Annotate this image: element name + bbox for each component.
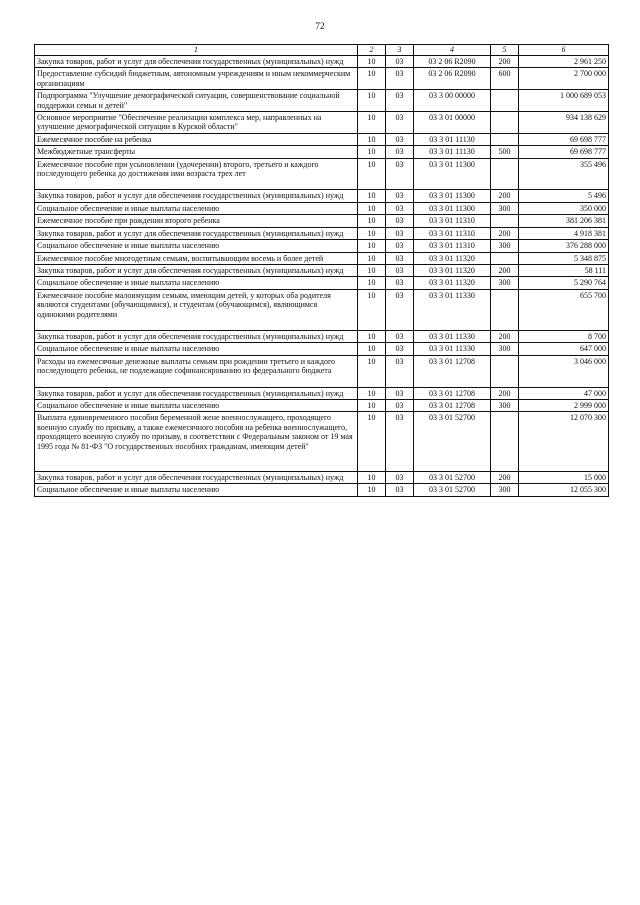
table-body <box>35 56 609 497</box>
section-code-cell: 10 <box>358 472 386 484</box>
table-row <box>35 330 609 342</box>
amount-cell: 5 348 875 <box>519 252 609 264</box>
item-name-cell: Социальное обеспечение и иные выплаты населению <box>35 399 358 411</box>
section-code-cell: 10 <box>358 56 386 68</box>
target-article-cell: 03 3 01 12708 <box>414 399 491 411</box>
expense-type-cell: 300 <box>491 240 519 252</box>
amount-cell: 350 000 <box>519 202 609 214</box>
amount-cell: 3 046 000 <box>519 355 609 387</box>
section-code-cell: 10 <box>358 264 386 276</box>
table-row <box>35 202 609 214</box>
amount-cell: 69 698 777 <box>519 146 609 158</box>
table-row <box>35 90 609 112</box>
expense-type-cell: 500 <box>491 146 519 158</box>
table-row <box>35 289 609 330</box>
header-cell: 5 <box>491 45 519 56</box>
subsection-code-cell: 03 <box>386 277 414 289</box>
amount-cell: 381 206 381 <box>519 215 609 227</box>
target-article-cell: 03 3 01 11320 <box>414 264 491 276</box>
table-row <box>35 158 609 190</box>
target-article-cell: 03 3 00 00000 <box>414 90 491 112</box>
header-cell: 4 <box>414 45 491 56</box>
subsection-code-cell: 03 <box>386 56 414 68</box>
subsection-code-cell: 03 <box>386 240 414 252</box>
amount-cell: 934 138 629 <box>519 112 609 134</box>
subsection-code-cell: 03 <box>386 472 414 484</box>
table-row <box>35 68 609 90</box>
item-name-cell: Социальное обеспечение и иные выплаты населению <box>35 484 358 496</box>
table-row <box>35 343 609 355</box>
item-name-cell: Закупка товаров, работ и услуг для обеспечения государственных (муниципальных) нужд <box>35 227 358 239</box>
table-row <box>35 355 609 387</box>
subsection-code-cell: 03 <box>386 112 414 134</box>
subsection-code-cell: 03 <box>386 355 414 387</box>
expense-type-cell: 300 <box>491 202 519 214</box>
expense-type-cell <box>491 252 519 264</box>
expense-type-cell: 200 <box>491 56 519 68</box>
target-article-cell: 03 3 01 11330 <box>414 289 491 330</box>
header-cell: 6 <box>519 45 609 56</box>
section-code-cell: 10 <box>358 355 386 387</box>
target-article-cell: 03 3 01 11300 <box>414 158 491 190</box>
section-code-cell: 10 <box>358 399 386 411</box>
section-code-cell: 10 <box>358 343 386 355</box>
target-article-cell: 03 3 01 12708 <box>414 387 491 399</box>
subsection-code-cell: 03 <box>386 343 414 355</box>
expense-type-cell <box>491 215 519 227</box>
table-row <box>35 146 609 158</box>
table-row <box>35 277 609 289</box>
item-name-cell: Социальное обеспечение и иные выплаты населению <box>35 343 358 355</box>
item-name-cell: Социальное обеспечение и иные выплаты населению <box>35 202 358 214</box>
item-name-cell: Социальное обеспечение и иные выплаты населению <box>35 277 358 289</box>
item-name-cell: Закупка товаров, работ и услуг для обеспечения государственных (муниципальных) нужд <box>35 330 358 342</box>
target-article-cell: 03 3 01 11310 <box>414 240 491 252</box>
section-code-cell: 10 <box>358 158 386 190</box>
table-row <box>35 264 609 276</box>
item-name-cell: Закупка товаров, работ и услуг для обеспечения государственных (муниципальных) нужд <box>35 56 358 68</box>
item-name-cell: Предоставление субсидий бюджетным, автономным учреждениям и иным некоммерческим организациям <box>35 68 358 90</box>
target-article-cell: 03 3 01 52700 <box>414 472 491 484</box>
item-name-cell: Расходы на ежемесячные денежные выплаты семьям при рождении третьего и каждого последующего ребенка, не подлежащие софинансированию из федерального бюджета <box>35 355 358 387</box>
section-code-cell: 10 <box>358 289 386 330</box>
amount-cell: 12 070 300 <box>519 412 609 472</box>
expense-type-cell <box>491 158 519 190</box>
subsection-code-cell: 03 <box>386 158 414 190</box>
subsection-code-cell: 03 <box>386 68 414 90</box>
target-article-cell: 03 3 01 12708 <box>414 355 491 387</box>
table-row <box>35 215 609 227</box>
table-row <box>35 387 609 399</box>
table-row <box>35 112 609 134</box>
target-article-cell: 03 3 01 11310 <box>414 227 491 239</box>
item-name-cell: Подпрограмма "Улучшение демографической ситуации, совершенствование социальной поддержки семьи и детей" <box>35 90 358 112</box>
table-row <box>35 472 609 484</box>
amount-cell: 15 000 <box>519 472 609 484</box>
target-article-cell: 03 3 01 11130 <box>414 146 491 158</box>
amount-cell: 2 700 000 <box>519 68 609 90</box>
expense-type-cell <box>491 112 519 134</box>
section-code-cell: 10 <box>358 252 386 264</box>
subsection-code-cell: 03 <box>386 202 414 214</box>
amount-cell: 655 700 <box>519 289 609 330</box>
subsection-code-cell: 03 <box>386 399 414 411</box>
expense-type-cell: 300 <box>491 399 519 411</box>
amount-cell: 4 918 381 <box>519 227 609 239</box>
table-row <box>35 252 609 264</box>
header-cell: 3 <box>386 45 414 56</box>
expense-type-cell: 200 <box>491 227 519 239</box>
subsection-code-cell: 03 <box>386 484 414 496</box>
subsection-code-cell: 03 <box>386 289 414 330</box>
target-article-cell: 03 3 01 11300 <box>414 202 491 214</box>
amount-cell: 355 496 <box>519 158 609 190</box>
item-name-cell: Закупка товаров, работ и услуг для обеспечения государственных (муниципальных) нужд <box>35 387 358 399</box>
table-row <box>35 240 609 252</box>
target-article-cell: 03 3 01 11300 <box>414 190 491 202</box>
item-name-cell: Социальное обеспечение и иные выплаты населению <box>35 240 358 252</box>
amount-cell: 58 111 <box>519 264 609 276</box>
expense-type-cell: 200 <box>491 387 519 399</box>
subsection-code-cell: 03 <box>386 215 414 227</box>
item-name-cell: Основное мероприятие "Обеспечение реализации комплекса мер, направленных на улучшение демографической ситуации в Курской области" <box>35 112 358 134</box>
table-row <box>35 399 609 411</box>
item-name-cell: Ежемесячное пособие на ребенка <box>35 133 358 145</box>
item-name-cell: Ежемесячное пособие многодетным семьям, воспитывающим восемь и более детей <box>35 252 358 264</box>
amount-cell: 5 290 764 <box>519 277 609 289</box>
amount-cell: 5 496 <box>519 190 609 202</box>
table-header-row <box>35 45 609 56</box>
target-article-cell: 03 3 01 11330 <box>414 330 491 342</box>
subsection-code-cell: 03 <box>386 264 414 276</box>
amount-cell: 376 288 000 <box>519 240 609 252</box>
section-code-cell: 10 <box>358 90 386 112</box>
section-code-cell: 10 <box>358 112 386 134</box>
item-name-cell: Ежемесячное пособие при усыновлении (удочерении) второго, третьего и каждого последующего ребенка до достижения ими возраста трех лет <box>35 158 358 190</box>
expense-type-cell: 200 <box>491 330 519 342</box>
header-cell: 2 <box>358 45 386 56</box>
expense-type-cell <box>491 412 519 472</box>
amount-cell: 1 000 689 053 <box>519 90 609 112</box>
expense-type-cell <box>491 90 519 112</box>
target-article-cell: 03 3 01 11320 <box>414 277 491 289</box>
expense-type-cell: 600 <box>491 68 519 90</box>
section-code-cell: 10 <box>358 387 386 399</box>
expense-type-cell: 200 <box>491 190 519 202</box>
target-article-cell: 03 3 01 11310 <box>414 215 491 227</box>
target-article-cell: 03 2 06 R2090 <box>414 68 491 90</box>
section-code-cell: 10 <box>358 330 386 342</box>
section-code-cell: 10 <box>358 190 386 202</box>
table-row <box>35 484 609 496</box>
subsection-code-cell: 03 <box>386 412 414 472</box>
section-code-cell: 10 <box>358 277 386 289</box>
target-article-cell: 03 3 01 11330 <box>414 343 491 355</box>
expense-type-cell: 300 <box>491 343 519 355</box>
section-code-cell: 10 <box>358 215 386 227</box>
amount-cell: 2 961 250 <box>519 56 609 68</box>
amount-cell: 2 999 000 <box>519 399 609 411</box>
target-article-cell: 03 3 01 52700 <box>414 484 491 496</box>
target-article-cell: 03 3 01 11320 <box>414 252 491 264</box>
expense-type-cell: 300 <box>491 277 519 289</box>
table-row <box>35 412 609 472</box>
amount-cell: 69 698 777 <box>519 133 609 145</box>
subsection-code-cell: 03 <box>386 146 414 158</box>
section-code-cell: 10 <box>358 146 386 158</box>
section-code-cell: 10 <box>358 484 386 496</box>
item-name-cell: Ежемесячное пособие малоимущим семьям, имеющим детей, у которых оба родителя являются студентами (обучающимися), и студентам (обучающимся), являющимся одинокими родителями <box>35 289 358 330</box>
section-code-cell: 10 <box>358 227 386 239</box>
target-article-cell: 03 2 06 R2090 <box>414 56 491 68</box>
table-row <box>35 56 609 68</box>
expense-type-cell: 200 <box>491 264 519 276</box>
table-row <box>35 227 609 239</box>
item-name-cell: Выплата единовременного пособия беременной жене военнослужащего, проходящего военную службу по призыву, а также ежемесячного пособия на ребенка военнослужащего, проходящего военную службу по призыву, в соответствии с Федеральным законом от 19 мая 1995 года № 81-ФЗ "О государственных пособиях гражданам, имеющим детей" <box>35 412 358 472</box>
section-code-cell: 10 <box>358 202 386 214</box>
amount-cell: 12 055 300 <box>519 484 609 496</box>
subsection-code-cell: 03 <box>386 133 414 145</box>
item-name-cell: Закупка товаров, работ и услуг для обеспечения государственных (муниципальных) нужд <box>35 264 358 276</box>
amount-cell: 8 700 <box>519 330 609 342</box>
expense-type-cell <box>491 289 519 330</box>
target-article-cell: 03 3 01 00000 <box>414 112 491 134</box>
subsection-code-cell: 03 <box>386 190 414 202</box>
item-name-cell: Межбюджетные трансферты <box>35 146 358 158</box>
target-article-cell: 03 3 01 11130 <box>414 133 491 145</box>
target-article-cell: 03 3 01 52700 <box>414 412 491 472</box>
subsection-code-cell: 03 <box>386 330 414 342</box>
item-name-cell: Закупка товаров, работ и услуг для обеспечения государственных (муниципальных) нужд <box>35 190 358 202</box>
table-row <box>35 190 609 202</box>
amount-cell: 47 000 <box>519 387 609 399</box>
subsection-code-cell: 03 <box>386 90 414 112</box>
item-name-cell: Ежемесячное пособие при рождении второго ребенка <box>35 215 358 227</box>
page-number: 72 <box>315 22 325 32</box>
table-row <box>35 133 609 145</box>
subsection-code-cell: 03 <box>386 387 414 399</box>
item-name-cell: Закупка товаров, работ и услуг для обеспечения государственных (муниципальных) нужд <box>35 472 358 484</box>
section-code-cell: 10 <box>358 412 386 472</box>
header-cell: 1 <box>35 45 358 56</box>
expense-type-cell: 300 <box>491 484 519 496</box>
expense-type-cell <box>491 355 519 387</box>
expense-type-cell: 200 <box>491 472 519 484</box>
section-code-cell: 10 <box>358 240 386 252</box>
subsection-code-cell: 03 <box>386 227 414 239</box>
subsection-code-cell: 03 <box>386 252 414 264</box>
section-code-cell: 10 <box>358 68 386 90</box>
amount-cell: 647 000 <box>519 343 609 355</box>
expense-type-cell <box>491 133 519 145</box>
section-code-cell: 10 <box>358 133 386 145</box>
budget-table <box>34 44 609 497</box>
